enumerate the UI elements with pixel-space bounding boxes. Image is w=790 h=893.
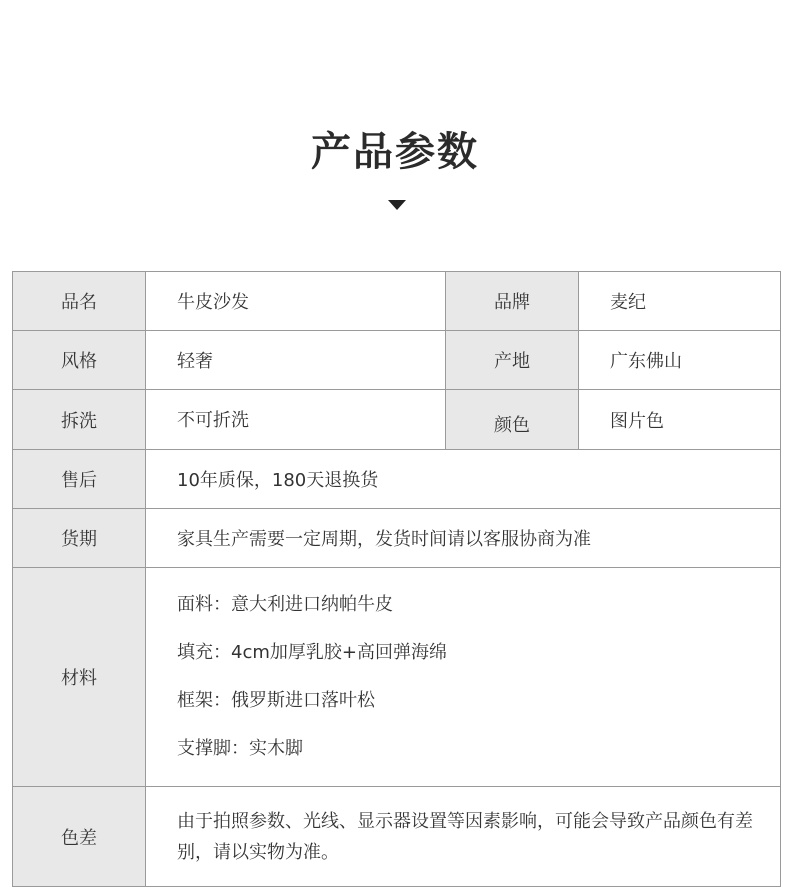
table-row <box>13 450 781 509</box>
material-list <box>177 581 447 773</box>
delivery-value: 家具生产需要一定周期，发货时间请以客服协商为准 <box>146 509 781 567</box>
after-sales-label: 售后 <box>13 450 146 508</box>
style-label: 风格 <box>13 331 146 389</box>
table-row <box>13 390 781 450</box>
after-sales-value: 10年质保，180天退换货 <box>146 450 781 508</box>
origin-value: 广东佛山 <box>579 331 781 389</box>
table-row <box>13 568 781 787</box>
product-name-value: 牛皮沙发 <box>146 272 446 330</box>
color-value: 图片色 <box>579 390 781 449</box>
page-title: 产品参数 <box>311 129 479 175</box>
brand-label: 品牌 <box>446 272 579 330</box>
table-row <box>13 272 781 331</box>
material-value <box>146 568 781 786</box>
material-feet: 支撑脚：实木脚 <box>177 738 303 759</box>
material-filling: 填充：4cm加厚乳胶+高回弹海绵 <box>177 642 447 663</box>
material-frame: 框架：俄罗斯进口落叶松 <box>177 690 375 711</box>
material-label: 材料 <box>13 568 146 786</box>
caret-down-icon <box>388 200 406 210</box>
table-row <box>13 331 781 390</box>
color-difference-text: 由于拍照参数、光线、显示器设置等因素影响，可能会导致产品颜色有差别，请以实物为准。 <box>177 810 753 863</box>
washable-value: 不可折洗 <box>146 390 446 449</box>
material-fabric: 面料：意大利进口纳帕牛皮 <box>177 594 393 615</box>
delivery-label: 货期 <box>13 509 146 567</box>
color-label: 颜色 <box>446 390 579 449</box>
color-difference-label: 色差 <box>13 787 146 886</box>
color-difference-value <box>146 787 781 886</box>
style-value: 轻奢 <box>146 331 446 389</box>
product-name-label: 品名 <box>13 272 146 330</box>
brand-value: 麦纪 <box>579 272 781 330</box>
spec-table <box>12 271 781 887</box>
table-row <box>13 509 781 568</box>
table-row <box>13 787 781 887</box>
washable-label: 拆洗 <box>13 390 146 449</box>
origin-label: 产地 <box>446 331 579 389</box>
